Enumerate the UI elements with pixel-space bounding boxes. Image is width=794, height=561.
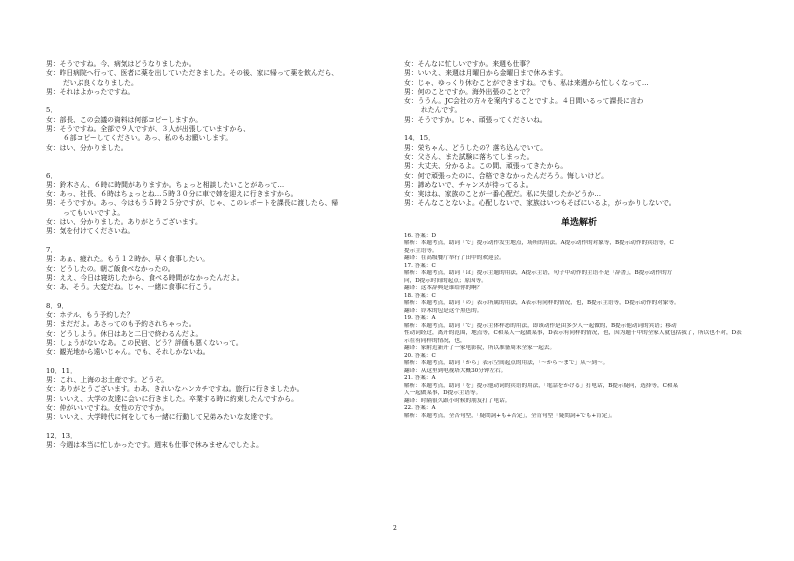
text-line: ６部コピーしてください。あっ、私のもお願いします。: [63, 134, 233, 143]
text-line: 女：どうしたの。朝ご飯食べなかったの。: [46, 264, 175, 273]
text-line: 6．: [46, 171, 58, 180]
text-line: 男：今週は本当に忙しかったです。週末も仕事で休みませんでしたよ。: [46, 441, 263, 450]
text-line: 20. 答案：C: [404, 352, 436, 359]
text-line: 人一起做某事，D提示主语等。: [404, 390, 482, 397]
right-column: [404, 60, 754, 420]
text-line: 解析：本题考点，助词「から」表示空间起点的用法，「～から～まで」从～到～。: [404, 360, 609, 367]
text-line: 解析：本题考点，助词「を」提示他动词的宾语的用法，「電話をかける」打电话，B提示疑问，选择等，C和某: [404, 382, 679, 389]
analysis-section: [404, 233, 754, 421]
text-line: 12．13．: [46, 431, 77, 440]
text-line: 性动词经过，离开的范围，地点等，C和某人一起做某事，D表示有同样的情况，也，因为题干中的全家人就包括我了，所以也不对，D表: [404, 330, 742, 337]
text-line: 10．11．: [46, 366, 77, 375]
text-line: 示在有同样的情况，也，: [404, 337, 466, 344]
page-number: 2: [393, 525, 397, 532]
text-line: 女：仲がいいですね。女性の方ですか。: [46, 403, 169, 412]
text-line: 男：諦めないで、チャンスが待ってるよ。: [404, 180, 533, 189]
text-line: 翻译：时隔很久跟小时候的朋友打了电话。: [404, 397, 511, 404]
text-line: 男：いいえ、大学の友達に会いに行きました。卒業する時に約束したんですから。: [46, 394, 298, 403]
spacer: [46, 237, 386, 246]
spacer: [46, 423, 386, 432]
text-line: 14．15．: [404, 134, 435, 143]
text-line: 21. 答案：A: [404, 375, 436, 382]
text-line: 女：じゃ、ゆっくり休むことができますね。でも、私は来週から忙しくなって…: [404, 78, 649, 87]
text-line: 8．9．: [46, 301, 69, 310]
text-line: 解析：本题考点，助词「で」提示主体样态的用法，即该动作是由多少人一起做的，B提示他动词的宾语；移动: [404, 322, 677, 329]
text-line: 男：気を付けてくださいね。: [46, 227, 135, 236]
text-line: 女：観光地から遠いじゃん。でも、それしかないね。: [46, 348, 210, 357]
text-line: ってもいいですよ。: [63, 208, 125, 217]
text-line: 19. 答案：A: [404, 315, 436, 322]
left-column: [46, 60, 386, 450]
text-line: 女：何で頑張ったのに、合格できなかったんだろう。悔しいけど。: [404, 171, 608, 180]
text-line: 翻译：这本辞典是谁给你的啊？: [404, 285, 483, 292]
text-line: 向，D提示时间的起点；原因等。: [404, 277, 487, 284]
text-line: れたんです。: [421, 106, 462, 115]
text-line: 男：あぁ、疲れた。もう１２時か、早く食事したい。: [46, 255, 210, 264]
text-line: 解析：本题考点，全否句型，「疑問詞+も+否定」，全肯句型「疑問詞+でも+肯定」。: [404, 412, 616, 419]
text-line: 男：それはよかったですね。: [46, 87, 135, 96]
text-line: 女：はい、分かりました。: [46, 143, 128, 152]
text-line: 男：まだだよ。あさってのも予約されちゃった。: [46, 320, 196, 329]
text-line: 男：そうですね。全部で９人ですが、３人が出張していますから、: [46, 125, 250, 134]
text-line: 女：あ、そう。大変だね。じゃ、一緒に食事に行こう。: [46, 283, 216, 292]
text-line: 女：部長、この会議の資料は何部コピーしますか。: [46, 115, 203, 124]
text-line: 男：そんなことないよ。心配しないで、家族はいつもそばにいるよ，がっかりしないで。: [404, 199, 676, 208]
text-line: 女：ホテル、もう予約した？: [46, 311, 134, 320]
text-line: 男：大丈夫、分かるよ。この間、頑張ってきたから。: [404, 162, 568, 171]
text-line: 女：父さん、また試験に落ちてしまった。: [404, 152, 534, 161]
spacer: [46, 358, 386, 367]
text-line: 男：そうですか。じゃ、頑張ってくださいね。: [404, 115, 547, 124]
text-line: 男：ええ、今日は寝坊したから、食べる時間がなかったんだよ。: [46, 273, 244, 282]
text-line: 女：そんなに忙しいですか。来週も仕事？: [404, 60, 534, 68]
text-line: 男：そうですか。あっ、今はもう５時２５分ですが、じゃ、このレポートを課長に渡したら、帰: [46, 199, 339, 208]
text-line: 解析：本题考点，助词「は」提示主题的用法，A提示主语，句子中动作的主语不是「辞書」，B提示动作的方: [404, 270, 673, 277]
text-line: 男：これ、上海のお土産です。どうぞ。: [46, 376, 169, 385]
text-line: 18. 答案：C: [404, 292, 436, 299]
spacer: [46, 97, 386, 106]
text-line: 男：鈴木さん、６時に時間がありますか。ちょっと相談したいことがあって…: [46, 180, 285, 189]
section-title: 单选解析: [560, 217, 597, 228]
text-line: 女：実はね、家族のことが一番心配だ。私に失望したかどうか…: [404, 190, 602, 199]
text-line: 翻译：家附近新开了一家电影院，所以准备周末全家一起去。: [404, 345, 556, 352]
text-line: 男：そうですね。今、病気はどうなりましたか。: [46, 60, 196, 68]
text-line: 女：はい、分かりました。ありがとうございます。: [46, 218, 202, 227]
dialog-continuation: [404, 60, 754, 209]
text-line: 女：どうしよう。休日はあと二日で終わるんだよ。: [46, 329, 203, 338]
text-line: 翻译：从这里到电视塔大概30分钟左右。: [404, 367, 507, 374]
text-line: 男：いいえ、来週は月曜日から金曜日まで休みます。: [404, 69, 567, 78]
text-line: 女：ありがとうございます。わあ、きれいなハンカチですね。旅行に行きましたか。: [46, 385, 304, 394]
spacer: [404, 125, 754, 134]
text-line: 7．: [46, 245, 58, 254]
text-line: 解析：本题考点，助词「の」表示所属的用法，A表示有同样的情况，也，B提示主语等，D提示动作的对象等。: [404, 300, 680, 307]
spacer: [46, 292, 386, 301]
text-line: 17. 答案：C: [404, 262, 436, 269]
text-line: 女：ううん。JC会社の方々を案内することですよ。４日間いるって課長に言わ: [404, 97, 644, 106]
text-line: 男：しょうがないなあ。この民宿、どう？評価も悪くないって。: [46, 338, 243, 347]
text-line: 翻译：在高级餐厅举行了田中的欢迎会。: [404, 255, 505, 262]
text-line: 男：いいえ、大学時代に何をしても一緒に行動して兄弟みたいな友達です。: [46, 413, 277, 422]
text-line: 翻译：铃木的包是这个黑色的。: [404, 307, 483, 314]
spacer: [46, 153, 386, 162]
text-line: 22. 答案：A: [404, 405, 436, 412]
text-line: 男：何のことですか。海外出張のことで？: [404, 87, 534, 96]
text-line: 女：昨日病院へ行って、医者に薬を出していただきました。その後、家に帰って薬を飲んだら、: [46, 69, 339, 78]
spacer: [46, 162, 386, 171]
text-line: 5．: [46, 106, 58, 115]
text-line: 解析：本题考点，助词「で」提示动作发生地点，场所的用法。A提示动作的对象等，B提示动作的宾语等，C: [404, 240, 674, 247]
text-line: 男：栄ちゃん、どうしたの？落ち込んでいて。: [404, 143, 548, 152]
text-line: 16. 答案：D: [404, 232, 436, 239]
text-line: だいぶ良くなりました。: [63, 78, 138, 87]
text-line: 提示主语等。: [404, 247, 438, 254]
text-line: 女：あっ、社長、６時はちょっとね…５時３０分に車で姉を迎えに行きますから。: [46, 190, 298, 199]
